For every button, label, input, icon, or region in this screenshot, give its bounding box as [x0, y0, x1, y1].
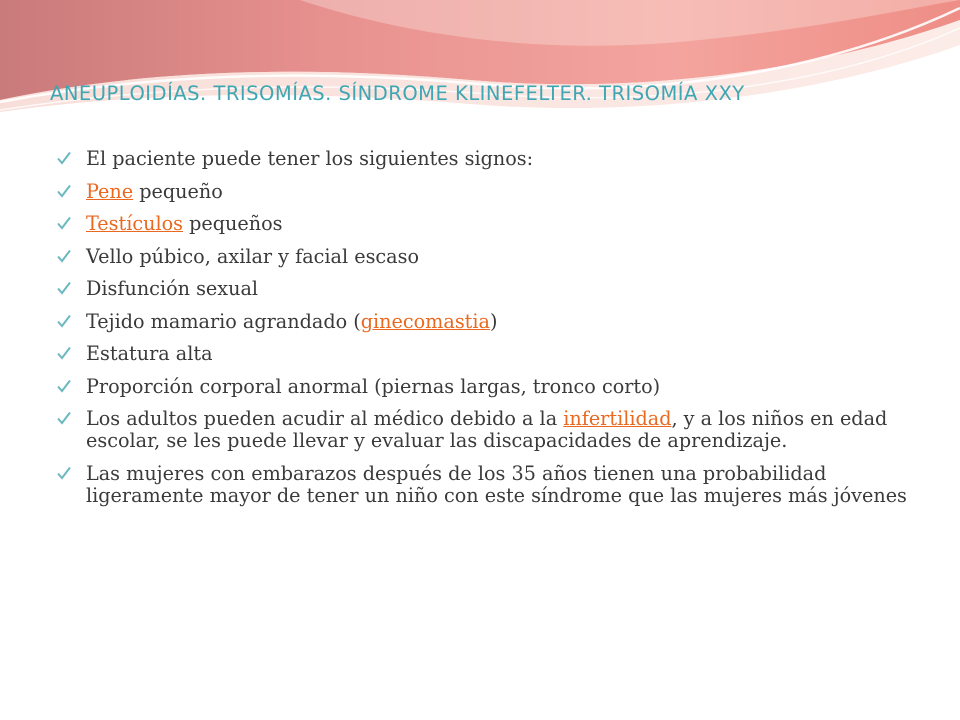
bullet-list [56, 148, 916, 517]
check-icon [56, 465, 72, 481]
ginecomastia-link[interactable]: ginecomastia [360, 309, 490, 333]
list-item [56, 246, 916, 268]
infertilidad-link[interactable]: infertilidad [563, 407, 672, 430]
pene-link[interactable]: Pene [86, 179, 134, 203]
bullet-text: ) [489, 309, 498, 333]
check-icon [56, 150, 72, 166]
list-item [56, 213, 916, 235]
bullet-text: Vello púbico, axilar y facial escaso [86, 244, 419, 268]
bullet-text: Proporción corporal anormal (piernas largas, tronco corto) [86, 374, 661, 398]
check-icon [56, 183, 72, 199]
list-item [56, 463, 916, 507]
bullet-text: El paciente puede tener los siguientes signos: [86, 147, 534, 170]
header-decoration [0, 0, 960, 130]
check-icon [56, 215, 72, 231]
bullet-text: Tejido mamario agrandado ( [86, 309, 361, 333]
bullet-text: , y a los niños en edad escolar, se les puede llevar y evaluar las discapacidades de aprendizaje. [86, 407, 888, 452]
check-icon [56, 410, 72, 426]
bullet-text: pequeños [183, 212, 283, 235]
check-icon [56, 248, 72, 264]
list-item [56, 181, 916, 203]
list-item [56, 376, 916, 398]
list-item [56, 311, 916, 333]
bullet-text: Las mujeres con embarazos después de los 35 años tienen una probabilidad ligeramente mayor de tener un niño con este síndrome que las mujeres más jóvenes [86, 461, 907, 507]
list-item [56, 278, 916, 300]
bullet-text: Disfunción sexual [86, 277, 259, 300]
bullet-text: Los adultos pueden acudir al médico debido a la [86, 407, 564, 430]
bullet-text: Estatura alta [86, 342, 213, 365]
list-item [56, 148, 916, 170]
check-icon [56, 280, 72, 296]
check-icon [56, 313, 72, 329]
list-item [56, 343, 916, 365]
bullet-text: pequeño [133, 179, 223, 203]
check-icon [56, 345, 72, 361]
check-icon [56, 378, 72, 394]
slide-title: ANEUPLOIDÍAS. TRISOMÍAS. SÍNDROME KLINEFELTER. TRISOMÍA XXY [50, 82, 745, 105]
testiculos-link[interactable]: Testículos [86, 212, 183, 235]
list-item [56, 408, 916, 452]
